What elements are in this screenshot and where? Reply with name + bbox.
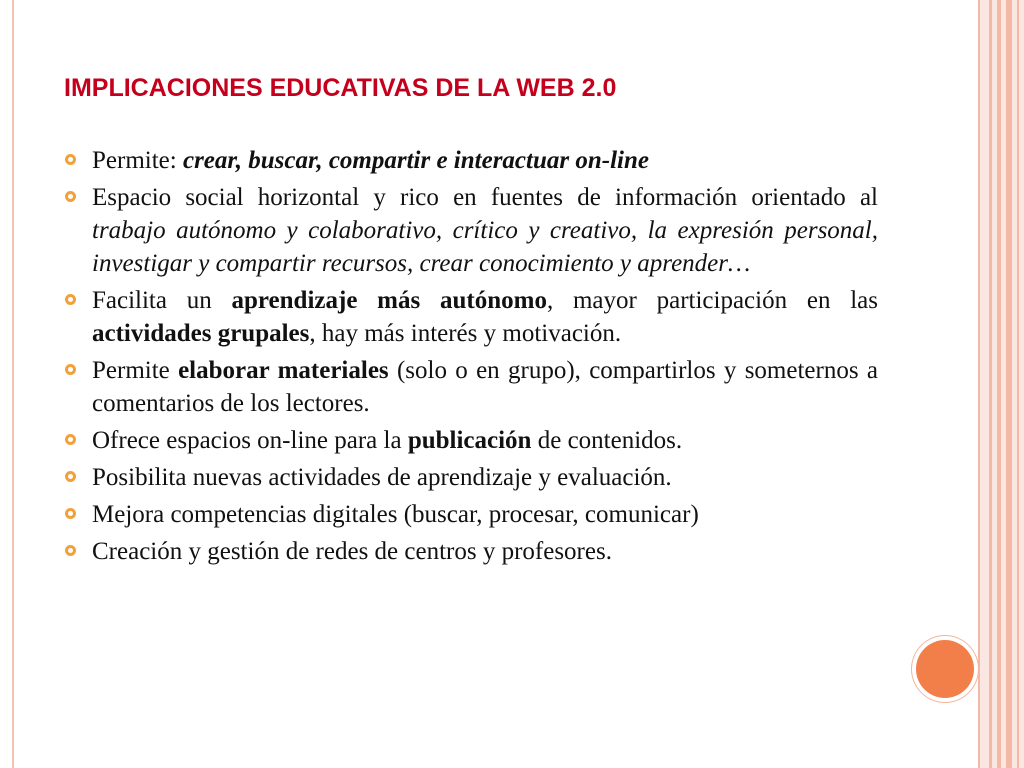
bullet-item (62, 498, 878, 531)
bullet-text-segment: trabajo autónomo y colaborativo, crítico y creativo, la expresión personal, investigar y compartir recursos, crear conocimiento y aprender… (92, 217, 878, 277)
bullet-ring-icon (65, 545, 76, 556)
bullet-ring-icon (65, 154, 76, 165)
bullet-text-segment: Posibilita nuevas actividades de aprendizaje y evaluación. (92, 464, 672, 491)
bullet-text-segment: Espacio social horizontal y rico en fuentes de información orientado al (92, 184, 878, 211)
slide-title: IMPLICACIONES EDUCATIVAS DE LA WEB 2.0 (64, 74, 617, 102)
bullet-ring-icon (65, 508, 76, 519)
bullet-ring-icon (65, 294, 76, 305)
bullet-item (62, 144, 878, 177)
bullet-text-segment: Facilita un (92, 287, 232, 314)
bullet-text-segment: Mejora competencias digitales (buscar, procesar, comunicar) (92, 501, 699, 528)
right-decorative-stripes (978, 0, 1024, 768)
bullet-item (62, 424, 878, 457)
bullet-item (62, 354, 878, 420)
left-frame-border (0, 0, 14, 768)
bullet-text-segment: , hay más interés y motivación. (309, 320, 622, 347)
bullet-text-segment: Ofrece espacios on-line para la (92, 427, 408, 454)
bullet-text-segment: elaborar materiales (178, 357, 389, 384)
bullet-text-segment: Permite: (92, 147, 183, 174)
bullet-text-segment: de contenidos. (531, 427, 683, 454)
bullet-ring-icon (65, 191, 76, 202)
bullet-text-segment: crear, buscar, compartir e interactuar on-line (182, 147, 649, 174)
bullet-list (62, 144, 878, 572)
bullet-ring-icon (65, 434, 76, 445)
bullet-text-segment: actividades grupales (92, 320, 310, 347)
accent-circle (916, 640, 974, 698)
bullet-text-segment: aprendizaje más autónomo (231, 287, 547, 314)
bullet-text-segment: , mayor participación en las (546, 287, 878, 314)
bullet-text-segment: publicación (407, 427, 532, 454)
bullet-item (62, 284, 878, 350)
bullet-ring-icon (65, 471, 76, 482)
bullet-text-segment: (solo o en grupo), compartirlos y someternos a comentarios de los lectores. (92, 357, 878, 417)
bullet-item (62, 535, 878, 568)
bullet-item (62, 461, 878, 494)
bullet-item (62, 181, 878, 280)
bullet-text-segment: Creación y gestión de redes de centros y profesores. (92, 538, 612, 565)
bullet-ring-icon (65, 364, 76, 375)
bullet-text-segment: Permite (92, 357, 179, 384)
